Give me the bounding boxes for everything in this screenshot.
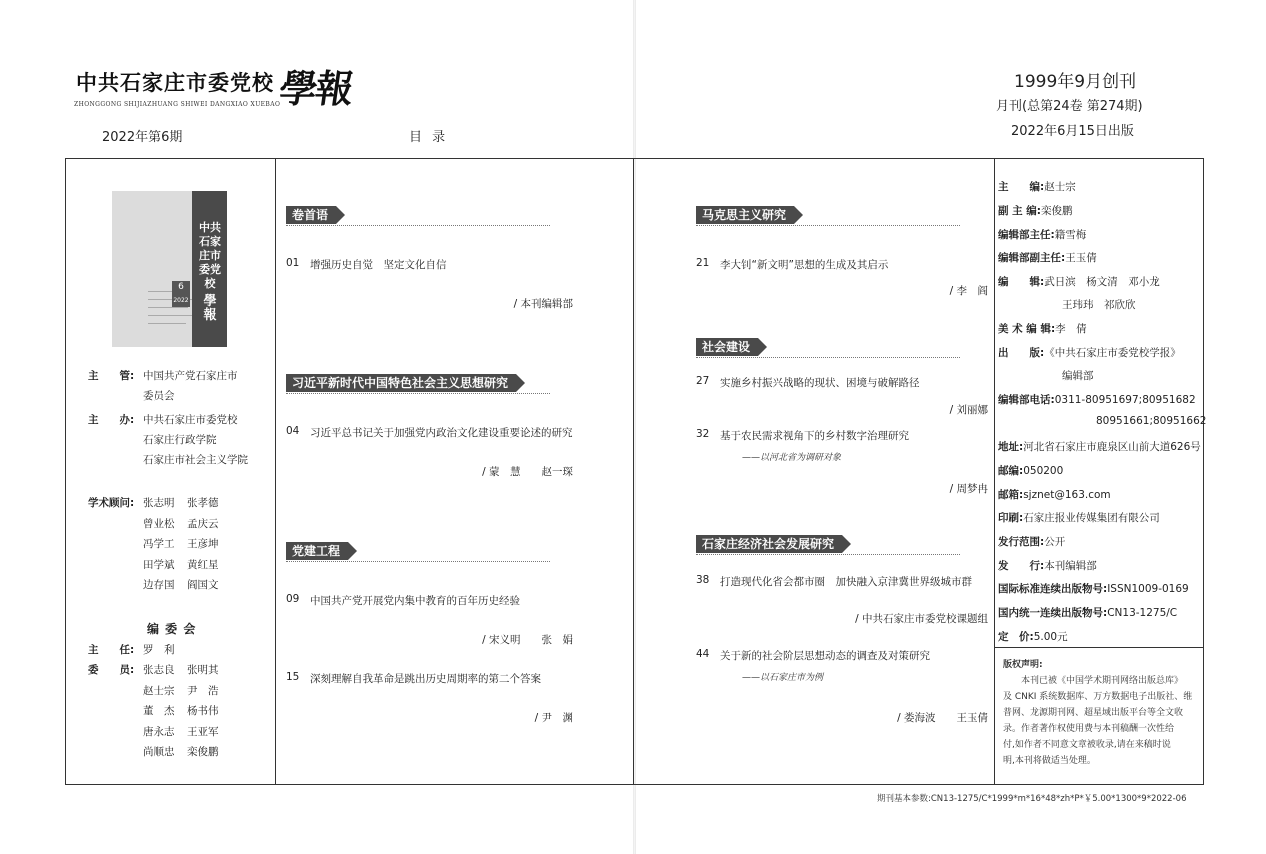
masthead-value: 本刊编辑部 xyxy=(1044,560,1097,572)
masthead-label: 定 价: xyxy=(998,631,1034,643)
masthead-label: 副 主 编: xyxy=(998,205,1042,217)
founded-date: 1999年9月创刊 xyxy=(1014,72,1137,92)
copyright-line: 付,如作者不同意文章被收录,请在来稿时说 xyxy=(1003,740,1171,750)
article-author: / 娄海波 王玉倩 xyxy=(897,712,988,724)
cover-thumbnail xyxy=(112,191,227,347)
section-heading: 石家庄经济社会发展研究 xyxy=(696,535,842,553)
masthead-value: 李 倩 xyxy=(1055,323,1087,335)
article-title: 深刻理解自我革命是跳出历史周期率的第二个答案 xyxy=(310,673,541,685)
copyright-line: 及 CNKI 系统数据库、万方数据电子出版社、维 xyxy=(1003,692,1193,702)
masthead-value: 0311-80951697;80951682 xyxy=(1054,394,1196,406)
article-number: 09 xyxy=(286,593,300,605)
section-rule xyxy=(286,225,550,226)
cover-vertical-title: 中共石家庄市委党校 學報 xyxy=(199,221,221,323)
masthead-label: 国内统一连续出版物号: xyxy=(998,607,1108,619)
article-number: 04 xyxy=(286,425,300,437)
masthead-value: 栾俊鹏 xyxy=(1041,205,1073,217)
masthead-row xyxy=(998,345,1181,360)
supervisor-name: 中国共产党石家庄市 xyxy=(143,370,238,382)
section-heading: 习近平新时代中国特色社会主义思想研究 xyxy=(286,374,516,392)
article-author: / 李 阎 xyxy=(949,285,988,297)
section-heading: 马克思主义研究 xyxy=(696,206,794,224)
advisor-name: 张孝德 xyxy=(187,497,219,509)
director-label: 主 任: xyxy=(88,644,135,656)
masthead-label: 主 编: xyxy=(998,181,1045,193)
rights-divider xyxy=(994,647,1204,648)
masthead-value: 籍雪梅 xyxy=(1054,229,1087,241)
section-rule xyxy=(696,357,960,358)
advisor-name: 冯学工 xyxy=(143,538,175,550)
section-heading: 卷首语 xyxy=(286,206,336,224)
article-title: 关于新的社会阶层思想动态的调查及对策研究 xyxy=(720,650,930,662)
masthead-label: 发行范围: xyxy=(998,536,1045,548)
committee-title: 编 委 会 xyxy=(147,622,197,636)
masthead-label: 编辑部电话: xyxy=(998,394,1055,406)
masthead-value: 王玉倩 xyxy=(1065,252,1097,264)
article-title: 基于农民需求视角下的乡村数字治理研究 xyxy=(720,430,909,442)
article-title: 打造现代化省会都市圈 加快融入京津冀世界级城市群 xyxy=(720,576,972,588)
section-rule xyxy=(286,561,550,562)
advisor-name: 孟庆云 xyxy=(187,517,219,530)
copyright-line: 本刊已被《中国学术期刊网络出版总库》 xyxy=(1003,676,1184,686)
advisor-name: 阎国文 xyxy=(187,579,219,591)
section-rule xyxy=(286,393,550,394)
article-author: / 刘丽娜 xyxy=(949,404,988,416)
copyright-line: 普网、龙源期刊网、超星域出版平台等全文收 xyxy=(1003,708,1184,718)
masthead-value: CN13-1275/C xyxy=(1107,607,1178,619)
masthead-row xyxy=(998,368,1094,383)
masthead-value: 公开 xyxy=(1044,536,1066,548)
masthead-row xyxy=(998,629,1068,644)
masthead-value: 80951661;80951662 xyxy=(1096,415,1207,427)
sponsor-name: 中共石家庄市委党校 xyxy=(143,414,238,426)
masthead-row xyxy=(998,179,1076,194)
copyright-line: 明,本刊将做适当处理。 xyxy=(1003,756,1096,766)
article-number: 27 xyxy=(696,375,710,387)
masthead-label: 编辑部主任: xyxy=(998,229,1055,241)
section-rule xyxy=(696,554,960,555)
journal-logo-xuebao: 學報 xyxy=(276,66,355,111)
masthead-value: 《中共石家庄市委党校学报》 xyxy=(1044,347,1181,359)
masthead-row xyxy=(998,605,1177,620)
toc-label: 目 录 xyxy=(409,130,449,145)
masthead-row xyxy=(998,250,1097,265)
masthead-row xyxy=(998,274,1160,289)
masthead-label: 编辑部副主任: xyxy=(998,252,1066,264)
masthead-label: 邮箱: xyxy=(998,489,1024,501)
right-column-divider xyxy=(994,158,995,785)
member-name: 尹 浩 xyxy=(187,684,219,697)
masthead-label: 美 术 编 辑: xyxy=(998,323,1056,335)
masthead-row xyxy=(998,415,1206,427)
footer-parameters: 期刊基本参数:CN13-1275/C*1999*m*16*48*zh*P*￥5.00*1300*9*2022-06 xyxy=(877,794,1187,804)
issue-label: 2022年第6期 xyxy=(102,130,183,145)
masthead-label: 印刷: xyxy=(998,512,1024,524)
section-heading: 社会建设 xyxy=(696,338,758,356)
member-name: 唐永志 xyxy=(143,725,175,738)
article-author: / 本刊编辑部 xyxy=(513,298,573,310)
section-heading: 党建工程 xyxy=(286,542,348,560)
copyright-line: 录。作者著作权使用费与本刊稿酬一次性给 xyxy=(1003,724,1175,734)
article-number: 01 xyxy=(286,257,300,269)
member-name: 王亚军 xyxy=(187,725,219,738)
masthead-value: 河北省石家庄市鹿泉区山前大道626号 xyxy=(1023,441,1201,453)
article-title: 李大钊“新文明”思想的生成及其启示 xyxy=(720,259,889,271)
article-title: 中国共产党开展党内集中教育的百年历史经验 xyxy=(310,595,520,607)
advisor-name: 曾业松 xyxy=(143,517,175,530)
article-author: / 尹 渊 xyxy=(534,712,573,724)
cover-issue-number: 6 2022 xyxy=(172,281,190,307)
masthead-row xyxy=(998,297,1136,312)
masthead-value: 武日滨 杨文清 邓小龙 xyxy=(1044,276,1160,288)
masthead-label: 邮编: xyxy=(998,465,1024,477)
article-author: / 宋义明 张 娟 xyxy=(482,634,573,646)
masthead-row xyxy=(998,227,1086,242)
masthead-label: 国际标准连续出版物号: xyxy=(998,583,1108,595)
masthead-row xyxy=(998,510,1160,525)
copyright-title: 版权声明: xyxy=(1003,660,1043,670)
journal-pinyin: ZHONGGONG SHIJIAZHUANG SHIWEI DANGXIAO XUEBAO xyxy=(74,101,281,108)
article-subtitle: ——以河北省为调研对象 xyxy=(742,453,842,463)
masthead-label: 编 辑: xyxy=(998,276,1045,288)
member-name: 赵士宗 xyxy=(143,684,175,697)
masthead-row xyxy=(998,439,1201,454)
member-name: 董 杰 xyxy=(143,705,175,717)
supervisor-name: 委员会 xyxy=(143,390,175,402)
member-name: 栾俊鹏 xyxy=(187,746,219,758)
publication-date: 2022年6月15日出版 xyxy=(1011,124,1134,139)
masthead-value: 050200 xyxy=(1023,465,1064,477)
copyright-notice xyxy=(1003,657,1197,769)
masthead-label: 发 行: xyxy=(998,560,1045,572)
article-number: 15 xyxy=(286,671,300,683)
masthead-row xyxy=(998,581,1189,596)
sponsor-name: 石家庄市社会主义学院 xyxy=(143,454,248,466)
masthead-row xyxy=(998,534,1065,549)
article-number: 38 xyxy=(696,574,710,586)
masthead-label: 出 版: xyxy=(998,347,1045,359)
article-author: / 周梦冉 xyxy=(949,483,988,495)
section-rule xyxy=(696,225,960,226)
masthead-value: ISSN1009-0169 xyxy=(1107,583,1189,595)
member-name: 张明其 xyxy=(187,664,219,676)
article-number: 21 xyxy=(696,257,710,269)
left-column-divider xyxy=(275,158,276,785)
masthead-value: 5.00元 xyxy=(1033,631,1068,643)
advisor-name: 张志明 xyxy=(143,497,175,509)
advisor-name: 田学斌 xyxy=(143,558,175,571)
masthead-row xyxy=(998,487,1111,502)
masthead-value: 赵士宗 xyxy=(1044,181,1076,193)
article-number: 44 xyxy=(696,648,710,660)
article-title: 实施乡村振兴战略的现状、困境与破解路径 xyxy=(720,377,920,389)
masthead-row xyxy=(998,558,1097,573)
article-subtitle: ——以石家庄市为例 xyxy=(742,673,824,683)
masthead-label: 地址: xyxy=(998,441,1024,453)
sponsor-label: 主 办: xyxy=(88,414,135,426)
article-number: 32 xyxy=(696,428,710,440)
sponsor-name: 石家庄行政学院 xyxy=(143,434,217,446)
masthead-row xyxy=(998,463,1063,478)
article-author: / 中共石家庄市委党校课题组 xyxy=(855,613,988,625)
member-name: 尚顺忠 xyxy=(143,746,175,758)
article-title: 增强历史自觉 坚定文化自信 xyxy=(310,259,447,271)
advisor-name: 王彦坤 xyxy=(187,538,219,550)
member-name: 杨书伟 xyxy=(187,705,219,717)
masthead-value: sjznet@163.com xyxy=(1023,489,1111,501)
article-author: / 蒙 慧 赵一琛 xyxy=(482,466,573,478)
frequency: 月刊(总第24卷 第274期) xyxy=(996,99,1143,114)
member-name: 张志良 xyxy=(143,664,175,676)
article-title: 习近平总书记关于加强党内政治文化建设重要论述的研究 xyxy=(310,427,573,439)
supervisor-label: 主 管: xyxy=(88,370,135,382)
director-name: 罗 利 xyxy=(143,644,175,656)
advisor-name: 黄红星 xyxy=(187,558,219,571)
advisors-label: 学术顾问: xyxy=(88,497,135,509)
masthead-row xyxy=(998,203,1073,218)
masthead-value: 石家庄报业传媒集团有限公司 xyxy=(1023,512,1160,524)
advisor-name: 边存国 xyxy=(143,579,175,591)
masthead-row xyxy=(998,392,1196,407)
masthead-value: 编辑部 xyxy=(1062,370,1094,382)
masthead-row xyxy=(998,321,1087,336)
journal-title: 中共石家庄市委党校 xyxy=(76,70,274,95)
masthead-value: 王玮玮 祁欣欣 xyxy=(1062,299,1136,311)
members-label: 委 员: xyxy=(88,664,135,676)
